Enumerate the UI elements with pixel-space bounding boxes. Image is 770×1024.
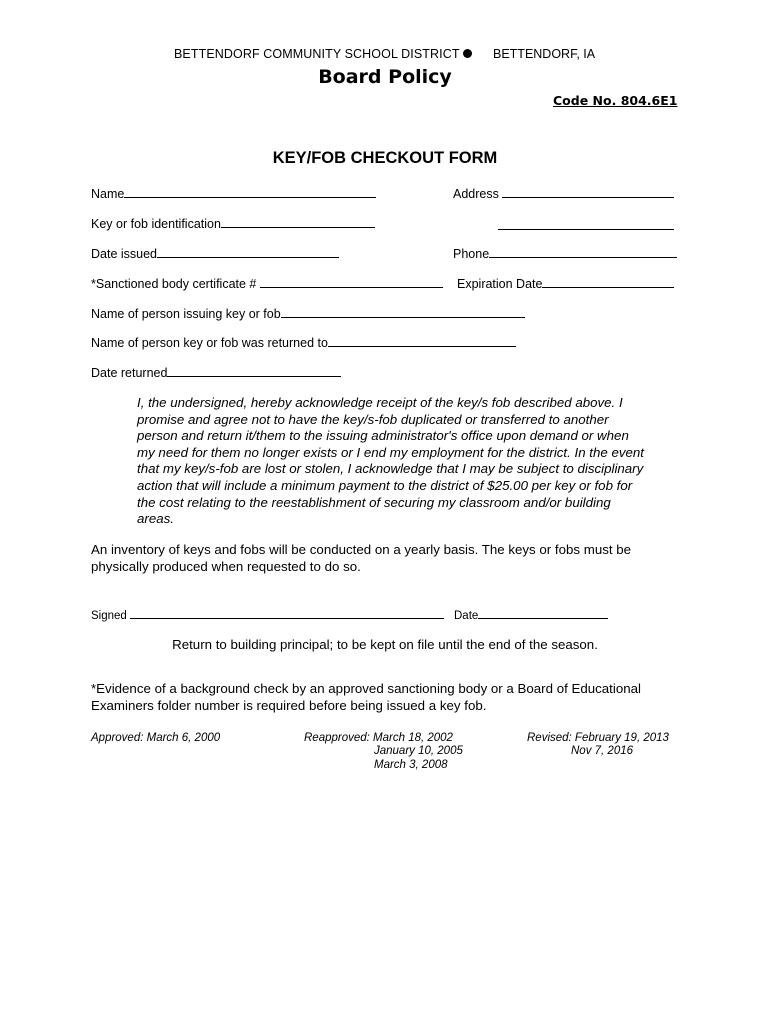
name-line[interactable]: [124, 186, 376, 198]
expiration-label: Expiration Date: [457, 277, 543, 291]
date-issued-line[interactable]: [157, 246, 339, 258]
signed-label: Signed: [91, 610, 127, 622]
date-returned-line[interactable]: [167, 365, 341, 377]
address-line[interactable]: [502, 186, 674, 198]
returned-to-line[interactable]: [328, 335, 516, 347]
inventory-note: An inventory of keys and fobs will be conducted on a yearly basis. The keys or fobs must be physically produced when requested to do so.: [91, 542, 632, 574]
address-label: Address: [453, 187, 499, 201]
issuer-label: Name of person issuing key or fob: [91, 307, 281, 321]
district-name: BETTENDORF COMMUNITY SCHOOL DISTRICT: [174, 47, 460, 61]
certificate-label: *Sanctioned body certificate #: [91, 277, 257, 291]
date-returned-field[interactable]: [91, 365, 341, 380]
key-id-line[interactable]: [221, 216, 375, 228]
name-label: Name: [91, 187, 125, 201]
returned-to-field[interactable]: [91, 335, 516, 350]
phone-label: Phone: [453, 247, 490, 261]
phone-field[interactable]: [453, 246, 677, 261]
evidence-note: *Evidence of a background check by an approved sanctioning body or a Board of Educational Examiners folder number is required before being issued a key fob.: [91, 681, 641, 713]
expiration-line[interactable]: [542, 276, 674, 288]
revised-date-1: Revised: February 19, 2013: [527, 732, 669, 744]
key-id-label: Key or fob identification: [91, 217, 221, 231]
returned-to-label: Name of person key or fob was returned to: [91, 336, 328, 350]
address-line-2[interactable]: [498, 229, 674, 230]
form-title: KEY/FOB CHECKOUT FORM: [272, 149, 498, 167]
issuer-field[interactable]: [91, 306, 525, 321]
issuer-line[interactable]: [281, 306, 525, 318]
expiration-field[interactable]: [457, 276, 674, 291]
policy-code: Code No. 804.6E1: [553, 93, 678, 108]
approved-date: Approved: March 6, 2000: [91, 732, 221, 744]
signed-line[interactable]: [130, 608, 444, 619]
acknowledgement-text: I, the undersigned, hereby acknowledge receipt of the key/s fob described above. I promise and agree not to have the key/s-fob duplicated or transferred to another person and return it/them to the issuing administrator's office upon demand or when my need for them no longer exists or I end my employment for the district. In the event that my key/s-fob are lost or stolen, I acknowledge that I may be subject to disciplinary action that will include a minimum payment to the district of $25.00 per key or fob for the cost relating to the reestablishment of securing my classroom and/or building areas.: [137, 395, 644, 527]
return-note: Return to building principal; to be kept on file until the end of the season.: [172, 637, 598, 652]
date-returned-label: Date returned: [91, 366, 168, 380]
sign-date-label: Date: [454, 610, 479, 622]
sign-date-field[interactable]: [454, 608, 608, 622]
name-field[interactable]: [91, 186, 376, 201]
date-issued-label: Date issued: [91, 247, 158, 261]
certificate-field[interactable]: [91, 276, 443, 291]
reapproved-date-2: January 10, 2005: [374, 745, 463, 757]
reapproved-date-1: Reapproved: March 18, 2002: [304, 732, 453, 744]
district-city: BETTENDORF, IA: [493, 47, 596, 61]
address-field[interactable]: [453, 186, 674, 201]
signed-field[interactable]: [91, 608, 444, 622]
reapproved-date-3: March 3, 2008: [374, 759, 448, 771]
sign-date-line[interactable]: [478, 608, 608, 619]
date-issued-field[interactable]: [91, 246, 339, 261]
key-id-field[interactable]: [91, 216, 375, 231]
certificate-line[interactable]: [260, 276, 443, 288]
bullet-icon: [463, 49, 472, 58]
revised-date-2: Nov 7, 2016: [571, 745, 634, 757]
phone-line[interactable]: [489, 246, 677, 258]
policy-title: Board Policy: [318, 66, 452, 88]
